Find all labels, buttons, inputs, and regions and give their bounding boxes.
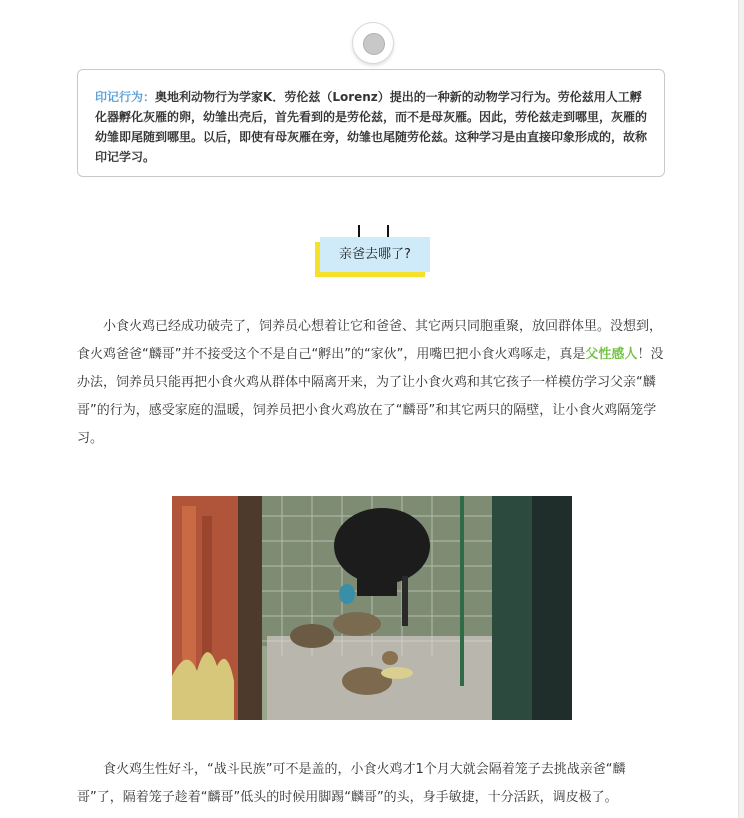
paragraph-1-part-1: 小食火鸡已经成功破壳了，饲养员心想着让它和爸爸、其它两只同胞重聚，放回群体里。没想到，食火鸡爸爸“麟哥”并不接受这个不是自己“孵出”的“家伙”，用嘴巴把小食火鸡啄走，真是 — [77, 319, 663, 362]
definition-box — [77, 69, 665, 177]
paragraph-2: 食火鸡生性好斗，“战斗民族”可不是盖的，小食火鸡才1个月大就会隔着笼子去挑战亲爸“麟哥”了，隔着笼子趁着“麟哥”低头的时候用脚踢“麟哥”的头，身手敏捷，十分活跃，调皮极了。 — [77, 762, 626, 805]
paragraph-1 — [77, 313, 667, 453]
pin-ornament-icon — [352, 22, 394, 64]
definition-body: 奥地利动物行为学家K．劳伦兹（Lorenz）提出的一种新的动物学习行为。劳伦兹用人工孵化器孵化灰雁的卵，幼雏出壳后，首先看到的是劳伦兹，而不是母灰雁。因此，劳伦兹走到哪里，灰雁的幼雏即尾随到哪里。以后，即使有母灰雁在旁，幼雏也尾随劳伦兹。这种学习是由直接印象形成的，故称印记学习。 — [95, 90, 648, 164]
cassowary-photo — [172, 496, 572, 720]
highlight-text: 父性感人 — [585, 347, 638, 362]
definition-text — [95, 87, 651, 167]
page-edge — [738, 0, 744, 818]
section-heading: 亲爸去哪了? — [320, 237, 430, 272]
definition-term: 印记行为： — [95, 90, 156, 104]
pin-dot-icon — [363, 33, 385, 55]
paragraph-1-part-2: ！没办法，饲养员只能再把小食火鸡从群体中隔离开来，为了让小食火鸡和其它孩子一样模仿学习父亲“麟哥”的行为，感受家庭的温暖，饲养员把小食火鸡放在了“麟哥”和其它两只的隔壁，让小食火鸡隔笼学习。 — [77, 347, 664, 446]
